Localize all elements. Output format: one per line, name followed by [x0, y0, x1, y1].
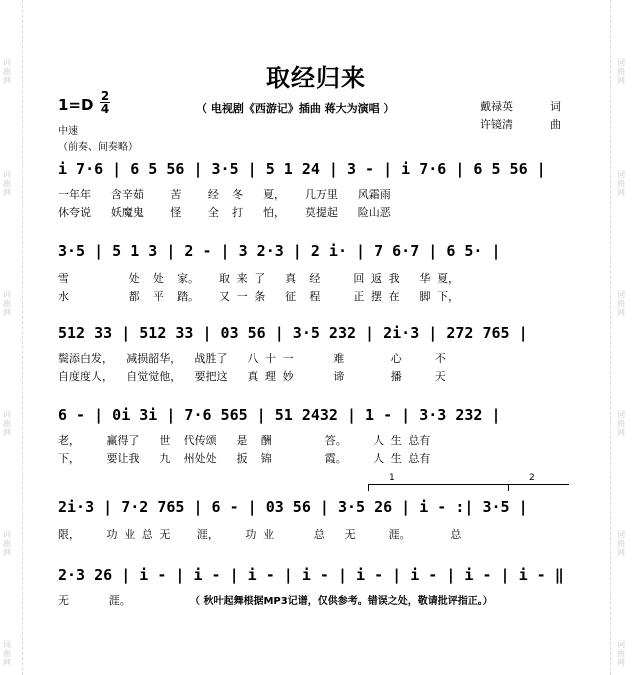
- subtitle: （ 电视剧《西游记》插曲 蒋大为演唱 ）: [196, 102, 395, 115]
- watermark-text: 词曲网: [617, 290, 625, 317]
- notation-line: 512 33 | 512 33 | 03 56 | 3·5 232 | 2i·3 | 272 765 |: [58, 324, 528, 342]
- time-signature-top: 2: [100, 89, 110, 103]
- margin-rule: [22, 0, 23, 675]
- lyrics-verse-1: 无 涯。: [58, 594, 131, 607]
- lyrics-verse-2: 休夸说 妖魔鬼 怪 全 打 怕， 莫提起 险山恶: [58, 206, 391, 219]
- key-signature: 1=D: [58, 96, 94, 114]
- watermark-text: 词曲网: [617, 58, 625, 85]
- lyricist-name: 戴禄英: [480, 100, 513, 113]
- watermark-text: 词曲网: [3, 530, 11, 557]
- lyrics-verse-2: 自度度人， 自觉觉他， 要把这 真 理 妙 谛 播 天: [58, 370, 446, 383]
- lyrics-verse-2: 下， 要让我 九 州处处 扳 锦 霞。 人 生 总有: [58, 452, 431, 465]
- time-signature: [100, 90, 110, 115]
- watermark-text: 词曲网: [3, 410, 11, 437]
- second-ending-bracket: [508, 473, 569, 491]
- intro-note: （前奏、间奏略）: [58, 142, 138, 153]
- first-ending-number: 1: [389, 473, 395, 483]
- left-watermark: [0, 0, 18, 675]
- lyricist-role: 词: [550, 100, 561, 113]
- watermark-text: 词曲网: [3, 58, 11, 85]
- watermark-text: 词曲网: [3, 640, 11, 667]
- watermark-text: 词曲网: [617, 530, 625, 557]
- notation-line: 3·5 | 5 1 3 | 2 - | 3 2·3 | 2 i· | 7 6·7 | 6 5· |: [58, 242, 501, 260]
- composer-name: 许镜清: [480, 118, 513, 131]
- lyrics-verse-2: 水 都 平 踏。 又 一 条 征 程 正 摆 在 脚 下，: [58, 290, 460, 303]
- lyrics-verse-1: 雪 处 处 家。 取 来 了 真 经 回 返 我 华 夏，: [58, 272, 460, 285]
- watermark-text: 词曲网: [3, 290, 11, 317]
- lyrics-verse-1: 一年年 含辛茹 苦 经 冬 夏， 几万里 风霜雨: [58, 188, 391, 201]
- second-ending-number: 2: [529, 473, 535, 483]
- right-watermark: [614, 0, 632, 675]
- transcriber-note: （ 秋叶起舞根据MP3记谱，仅供参考。错误之处，敬请批评指正。）: [190, 596, 493, 607]
- margin-rule: [610, 0, 611, 675]
- notation-line: 6 - | 0i 3i | 7·6 565 | 51 2432 | 1 - | 3·3 232 |: [58, 406, 501, 424]
- song-title: 取经归来: [266, 64, 366, 92]
- tempo-marking: 中速: [58, 126, 78, 137]
- composer-role: 曲: [550, 118, 561, 131]
- lyrics-verse-1: 限， 功 业 总 无 涯， 功 业 总 无 涯。 总: [58, 528, 462, 541]
- lyrics-verse-1: 老， 赢得了 世 代传颂 是 酬 答。 人 生 总有: [58, 434, 431, 447]
- notation-line: i 7·6 | 6 5 56 | 3·5 | 5 1 24 | 3 - | i 7·6 | 6 5 56 |: [58, 160, 546, 178]
- time-signature-bottom: 4: [100, 102, 110, 116]
- first-ending-bracket: [368, 473, 519, 491]
- watermark-text: 词曲网: [617, 170, 625, 197]
- notation-line: 2i·3 | 7·2 765 | 6 - | 03 56 | 3·5 26 | i - :| 3·5 |: [58, 498, 528, 516]
- watermark-text: 词曲网: [617, 640, 625, 667]
- lyrics-verse-1: 鬓添白发， 减损韶华， 战胜了 八 十 一 难 心 不: [58, 352, 446, 365]
- watermark-text: 词曲网: [617, 410, 625, 437]
- notation-line: 2·3 26 | i - | i - | i - | i - | i - | i - | i - | i - ‖: [58, 566, 564, 584]
- watermark-text: 词曲网: [3, 170, 11, 197]
